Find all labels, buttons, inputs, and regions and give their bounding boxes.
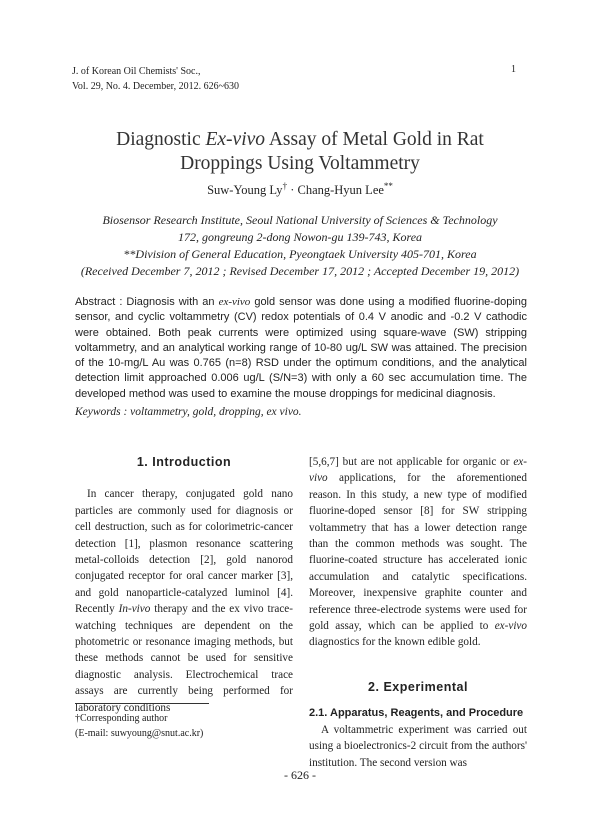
author-separator: · [287, 183, 298, 198]
abstract: Abstract : Diagnosis with an ex-vivo gold sensor was done using a modified fluorine-doping sensor, and cyclic voltammetry (CV) redox potentials of 0.4 V anodic and -0.2 V cathodic were obtained. Both peak currents were optimized using square-wave (SW) stripping voltammetry, and an analytical working range of 10-80 ug/L SW was attained. The precision of the 10-mg/L Au was 0.765 (n=8) RSD under the optimum conditions, and the analytical detection limit approached 0.006 ug/L (S/N=3) with only a 60 sec accumulation time. The developed method was used to examine the mouse droppings for medicinal diagnosis. [75, 296, 527, 400]
keywords: Keywords : voltammetry, gold, dropping, ex vivo. [75, 406, 302, 418]
page-number-bottom: - 626 - [284, 768, 316, 782]
footnote [75, 711, 203, 741]
intro-paragraph-continued: [5,6,7] but are not applicable for organic or ex-vivo applications, for the aforementioned reason. In this study, a new type of modified fluorine-doped sensor [8] for SW stripping voltammetry that has a lower detection range than the common methods was sought. The fluorine-coated structure has accelerated ionic accumulation and catalytic specifications. Moreover, inexpensive graphite counter and reference three-electrode systems were used for gold assay, which can be applied to ex-vivo diagnostics for the known edible gold. [309, 456, 527, 649]
title-italic: Ex-vivo [205, 129, 266, 150]
section-heading-introduction: 1. Introduction [136, 455, 232, 469]
title-line-1: Diagnostic Ex-vivo Assay of Metal Gold in Rat [116, 129, 484, 150]
journal-name: J. of Korean Oil Chemists' Soc., [72, 66, 201, 77]
affiliation-line: **Division of General Education, Pyeongtaek University 405-701, Korea [123, 247, 477, 261]
left-column [75, 454, 293, 716]
affiliation-line: 172, gongreung 2-dong Nowon-gu 139-743, Korea [177, 230, 423, 244]
author-2: Chang-Hyun Lee [297, 183, 384, 198]
author-1: Suw-Young Ly [207, 183, 283, 198]
experimental-paragraph: A voltammetric experiment was carried out using a bioelectronics-2 circuit from the authors' institution. The second version was [309, 723, 527, 769]
running-head [72, 64, 239, 94]
affiliation [40, 212, 560, 280]
authors [0, 181, 600, 198]
right-column [309, 454, 527, 771]
footnote-line: †Corresponding author [75, 713, 168, 724]
author-2-mark: ** [383, 181, 393, 191]
footnote-rule [75, 703, 209, 704]
section-heading-experimental: 2. Experimental [368, 679, 468, 694]
journal-volume: Vol. 29, No. 4. December, 2012. 626~630 [72, 81, 240, 92]
intro-paragraph: In cancer therapy, conjugated gold nano particles are commonly used for diagnosis or cell destruction, such as for colorimetric-cancer detection [1], plasmon resonance scattering metal-colloids detection [2], gold nanorod conjugated receptor for oral cancer marker [3], and gold nanoparticle-catalyzed luminol [4]. Recently In-vivo therapy and the ex vivo trace-watching techniques are dependent on the photometric or resonance imaging methods, but these methods cannot be used for sensitive diagnostic analysis. Electrochemical trace assays are currently being performed for laboratory conditions [75, 488, 294, 714]
paper-title [60, 128, 540, 176]
received-dates: (Received December 7, 2012 ; Revised December 17, 2012 ; Accepted December 19, 2012) [80, 264, 520, 278]
subsection-heading: 2.1. Apparatus, Reagents, and Procedure [309, 707, 524, 720]
author-1-mark: † [282, 181, 288, 191]
title-line-2: Droppings Using Voltammetry [180, 153, 420, 174]
footnote-email: (E-mail: suwyoung@snut.ac.kr) [75, 728, 204, 739]
page-number-top: 1 [511, 64, 516, 75]
affiliation-line: Biosensor Research Institute, Seoul National University of Sciences & Technology [102, 213, 498, 227]
